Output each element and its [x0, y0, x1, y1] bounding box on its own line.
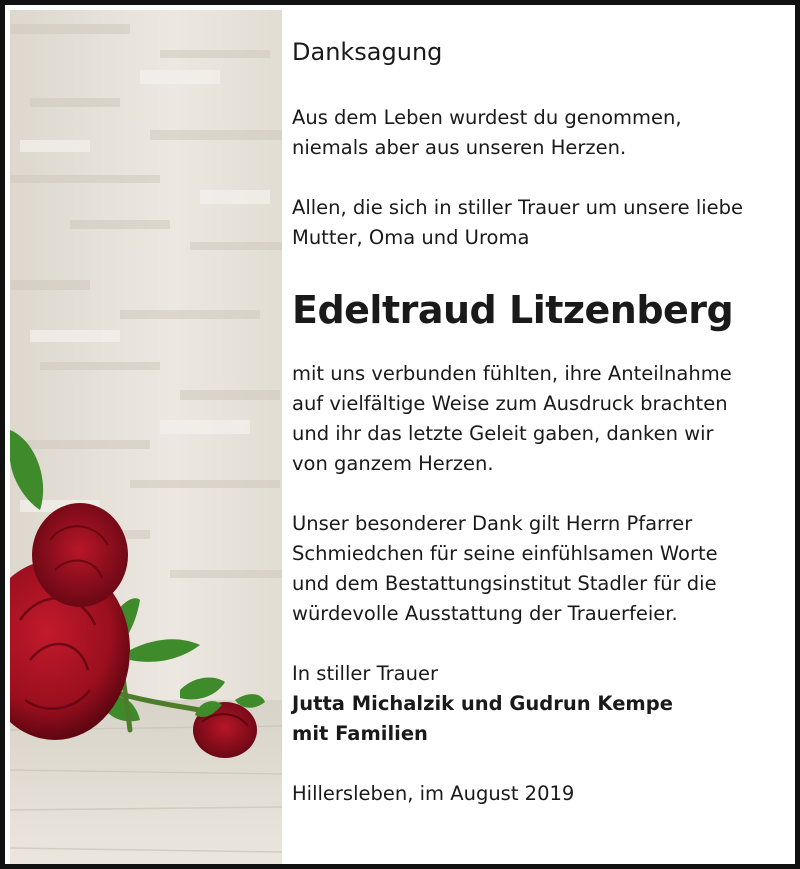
- thanks-line: auf vielfältige Weise zum Ausdruck brachten: [292, 392, 728, 415]
- rose-photo: [10, 10, 282, 869]
- verse-line: niemals aber aus unseren Herzen.: [292, 136, 627, 159]
- mourner-names: Jutta Michalzik und Gudrun Kempe: [292, 692, 673, 715]
- intro-line: Allen, die sich in stiller Trauer um unsere liebe: [292, 196, 744, 219]
- mourning-label: In stiller Trauer: [292, 662, 438, 685]
- verse: [292, 103, 780, 163]
- verse-line: Aus dem Leben wurdest du genommen,: [292, 106, 682, 129]
- special-thanks-line: Unser besonderer Dank gilt Herrn Pfarrer: [292, 512, 693, 535]
- special-thanks: [292, 509, 780, 629]
- special-thanks-line: Schmiedchen für seine einfühlsamen Worte: [292, 542, 718, 565]
- notice-text: [292, 35, 780, 809]
- special-thanks-line: und dem Bestattungsinstitut Stadler für die: [292, 572, 717, 595]
- intro-line: Mutter, Oma und Uroma: [292, 226, 530, 249]
- deceased-name: Edeltraud Litzenberg: [292, 288, 734, 332]
- thanks-line: und ihr das letzte Geleit gaben, danken wir: [292, 422, 714, 445]
- thanks-line: von ganzem Herzen.: [292, 452, 494, 475]
- mourner-family: mit Familien: [292, 722, 428, 745]
- special-thanks-line: würdevolle Ausstattung der Trauerfeier.: [292, 602, 678, 625]
- signature-block: [292, 659, 780, 749]
- intro: [292, 193, 780, 253]
- thanks-line: mit uns verbunden fühlten, ihre Anteilnahme: [292, 362, 732, 385]
- thanks-paragraph: [292, 359, 780, 479]
- place-date: Hillersleben, im August 2019: [292, 782, 575, 805]
- notice-heading: Danksagung: [292, 38, 443, 66]
